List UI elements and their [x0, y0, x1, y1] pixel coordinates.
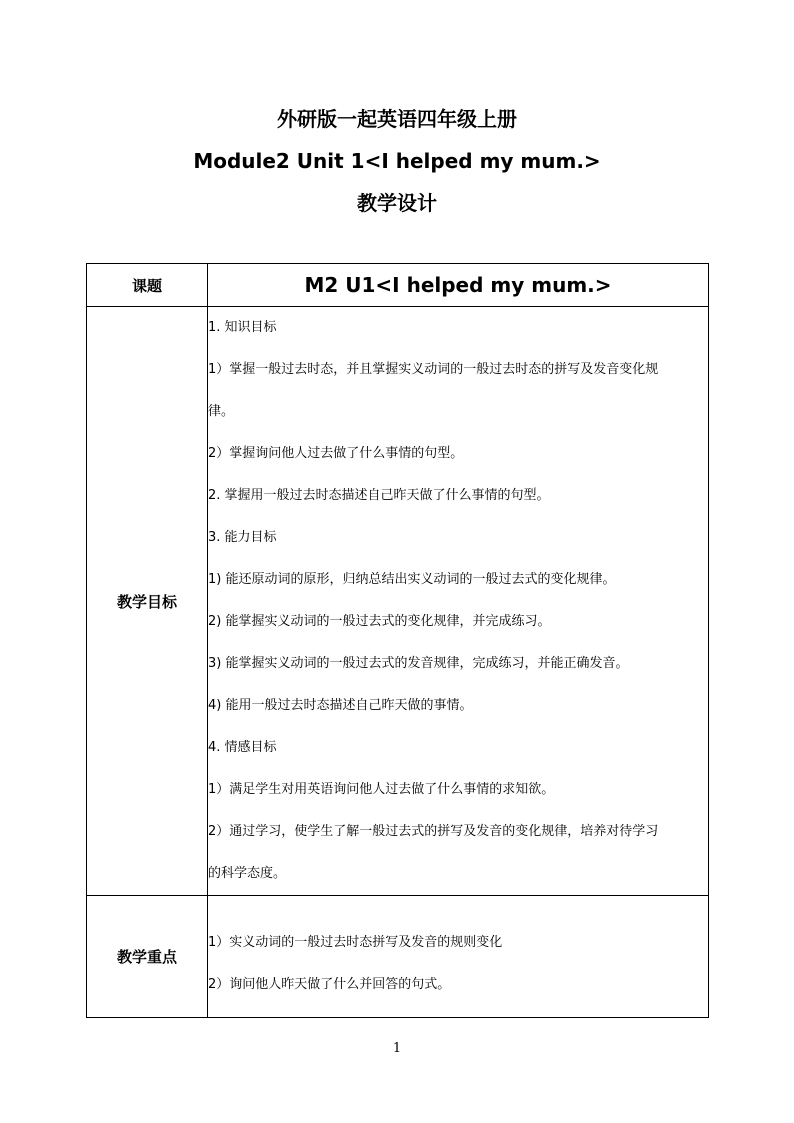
objective-line: 的科学态度。: [208, 866, 287, 881]
objective-line: 1）掌握一般过去时态，并且掌握实义动词的一般过去时态的拼写及发音变化规: [208, 362, 659, 377]
objective-line: 1. 知识目标: [208, 320, 277, 335]
objectives-label: 教学目标: [87, 307, 208, 896]
key-point-line: 2）询问他人昨天做了什么并回答的句式。: [208, 976, 451, 992]
objective-line: 律。: [208, 404, 235, 419]
key-points-row: [87, 896, 709, 1018]
key-point-line: 1）实义动词的一般过去时态拼写及发音的规则变化: [208, 934, 503, 950]
objective-line: 3. 能力目标: [208, 530, 277, 545]
key-points-content: [208, 896, 709, 1018]
document-title: 外研版一起英语四年级上册: [277, 107, 517, 131]
objective-line: 2. 掌握用一般过去时态描述自己昨天做了什么事情的句型。: [208, 488, 550, 503]
topic-row: [87, 264, 709, 307]
objective-line: 3) 能掌握实义动词的一般过去式的发音规律，完成练习，并能正确发音。: [208, 656, 629, 671]
lesson-plan-table: [86, 263, 709, 1018]
objective-line: 1）满足学生对用英语询问他人过去做了什么事情的求知欲。: [208, 782, 555, 797]
objective-line: 4. 情感目标: [208, 740, 277, 755]
objectives-row: [87, 307, 709, 896]
objective-line: 4) 能用一般过去时态描述自己昨天做的事情。: [208, 698, 473, 713]
topic-label: 课题: [87, 264, 208, 307]
objective-line: 2) 能掌握实义动词的一般过去式的变化规律，并完成练习。: [208, 614, 551, 629]
document-subtitle: Module2 Unit 1<I helped my mum.>: [193, 149, 601, 173]
objective-line: 1) 能还原动词的原形，归纳总结出实义动词的一般过去式的变化规律。: [208, 572, 616, 587]
topic-value: M2 U1<I helped my mum.>: [208, 264, 709, 307]
page-number: 1: [392, 1041, 402, 1056]
document-heading: 教学设计: [357, 191, 437, 215]
objective-line: 2）通过学习，使学生了解一般过去式的拼写及发音的变化规律，培养对待学习: [208, 824, 659, 839]
objectives-content: [208, 307, 709, 896]
key-points-label: 教学重点: [87, 896, 208, 1018]
objective-line: 2）掌握询问他人过去做了什么事情的句型。: [208, 446, 464, 461]
